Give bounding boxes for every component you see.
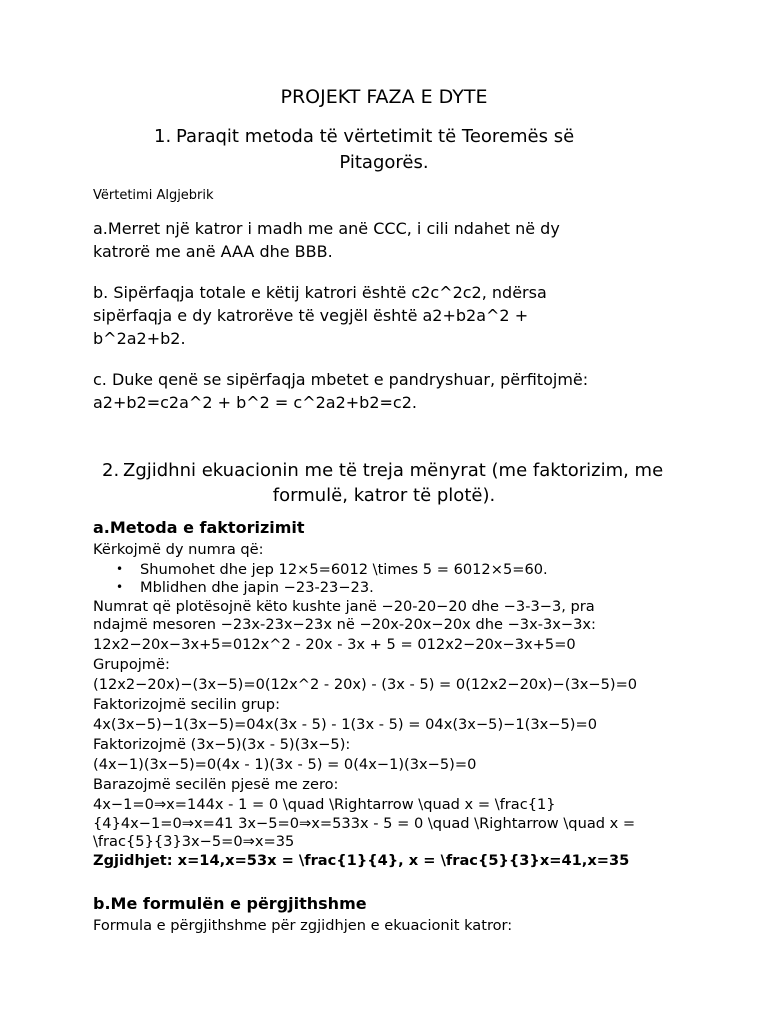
bullet-marker: •	[116, 562, 124, 576]
section-a-title: a.Metoda e faktorizimit	[93, 518, 305, 537]
bullet-item: Shumohet dhe jep 12×5=6012 \times 5 = 6012×5=60.	[140, 561, 548, 578]
para-c-line-2: a2+b2=c2a^2 + b^2 = c^2a2+b2=c2.	[93, 393, 417, 412]
bullet-marker: •	[116, 580, 124, 594]
section-a-line: \frac{5}{3}3x−5=0⇒x=35	[93, 833, 295, 850]
para-a-line-2: katrorë me anë AAA dhe BBB.	[93, 242, 333, 261]
heading-2-line-2: formulë, katror të plotë).	[272, 485, 496, 506]
heading-2-number: 2.	[102, 460, 120, 481]
para-b-line-1: b. Sipërfaqja totale e këtij katrori është c2c^2c2, ndërsa	[93, 283, 547, 302]
section-a-line: ndajmë mesoren −23x-23x−23x në −20x-20x−20x dhe −3x-3x−3x:	[93, 616, 596, 633]
section-a-line: Barazojmë secilën pjesë me zero:	[93, 776, 339, 793]
section-a-line: (4x−1)(3x−5)=0(4x - 1)(3x - 5) = 0(4x−1)(3x−5)=0	[93, 756, 477, 773]
bullet-item: Mblidhen dhe japin −23-23−23.	[140, 579, 374, 596]
section-a-line: {4}4x−1=0⇒x=41 3x−5=0⇒x=533x - 5 = 0 \quad \Rightarrow \quad x =	[93, 815, 636, 832]
heading-1-line-2: Pitagorës.	[339, 152, 429, 173]
section-a-line: 12x2−20x−3x+5=012x^2 - 20x - 3x + 5 = 012x2−20x−3x+5=0	[93, 636, 576, 653]
section-a-line: Grupojmë:	[93, 656, 170, 673]
section-a-line: Faktorizojmë secilin grup:	[93, 696, 280, 713]
section-b-line: Formula e përgjithshme për zgjidhjen e ekuacionit katror:	[93, 917, 513, 934]
heading-1-number: 1.	[154, 126, 172, 147]
heading-2-line-1: Zgjidhni ekuacionin me të treja mënyrat (me faktorizim, me	[123, 460, 664, 481]
para-c-line-1: c. Duke qenë se sipërfaqja mbetet e pandryshuar, përfitojmë:	[93, 370, 589, 389]
subtitle: Vërtetimi Algjebrik	[93, 188, 214, 203]
para-a-line-1: a.Merret një katror i madh me anë CCC, i cili ndahet në dy	[93, 219, 560, 238]
section-b-title: b.Me formulën e përgjithshme	[93, 894, 367, 913]
document-title: PROJEKT FAZA E DYTE	[280, 86, 488, 108]
section-a-line: 4x(3x−5)−1(3x−5)=04x(3x - 5) - 1(3x - 5) = 04x(3x−5)−1(3x−5)=0	[93, 716, 597, 733]
section-a-line: Numrat që plotësojnë këto kushte janë −20-20−20 dhe −3-3−3, pra	[93, 598, 595, 615]
section-a-line: Faktorizojmë (3x−5)(3x - 5)(3x−5):	[93, 736, 351, 753]
section-a-line: (12x2−20x)−(3x−5)=0(12x^2 - 20x) - (3x - 5) = 0(12x2−20x)−(3x−5)=0	[93, 676, 638, 693]
solutions-line: Zgjidhjet: x=14,x=53x = \frac{1}{4}, x = \frac{5}{3}x=41,x=35	[93, 852, 630, 869]
para-b-line-3: b^2a2+b2.	[93, 329, 186, 348]
section-a-line: 4x−1=0⇒x=144x - 1 = 0 \quad \Rightarrow \quad x = \frac{1}	[93, 796, 556, 813]
para-b-line-2: sipërfaqja e dy katrorëve të vegjël është a2+b2a^2 +	[93, 306, 529, 325]
section-a-line: Kërkojmë dy numra që:	[93, 541, 264, 558]
heading-1-line-1: Paraqit metoda të vërtetimit të Teoremës së	[176, 126, 575, 147]
